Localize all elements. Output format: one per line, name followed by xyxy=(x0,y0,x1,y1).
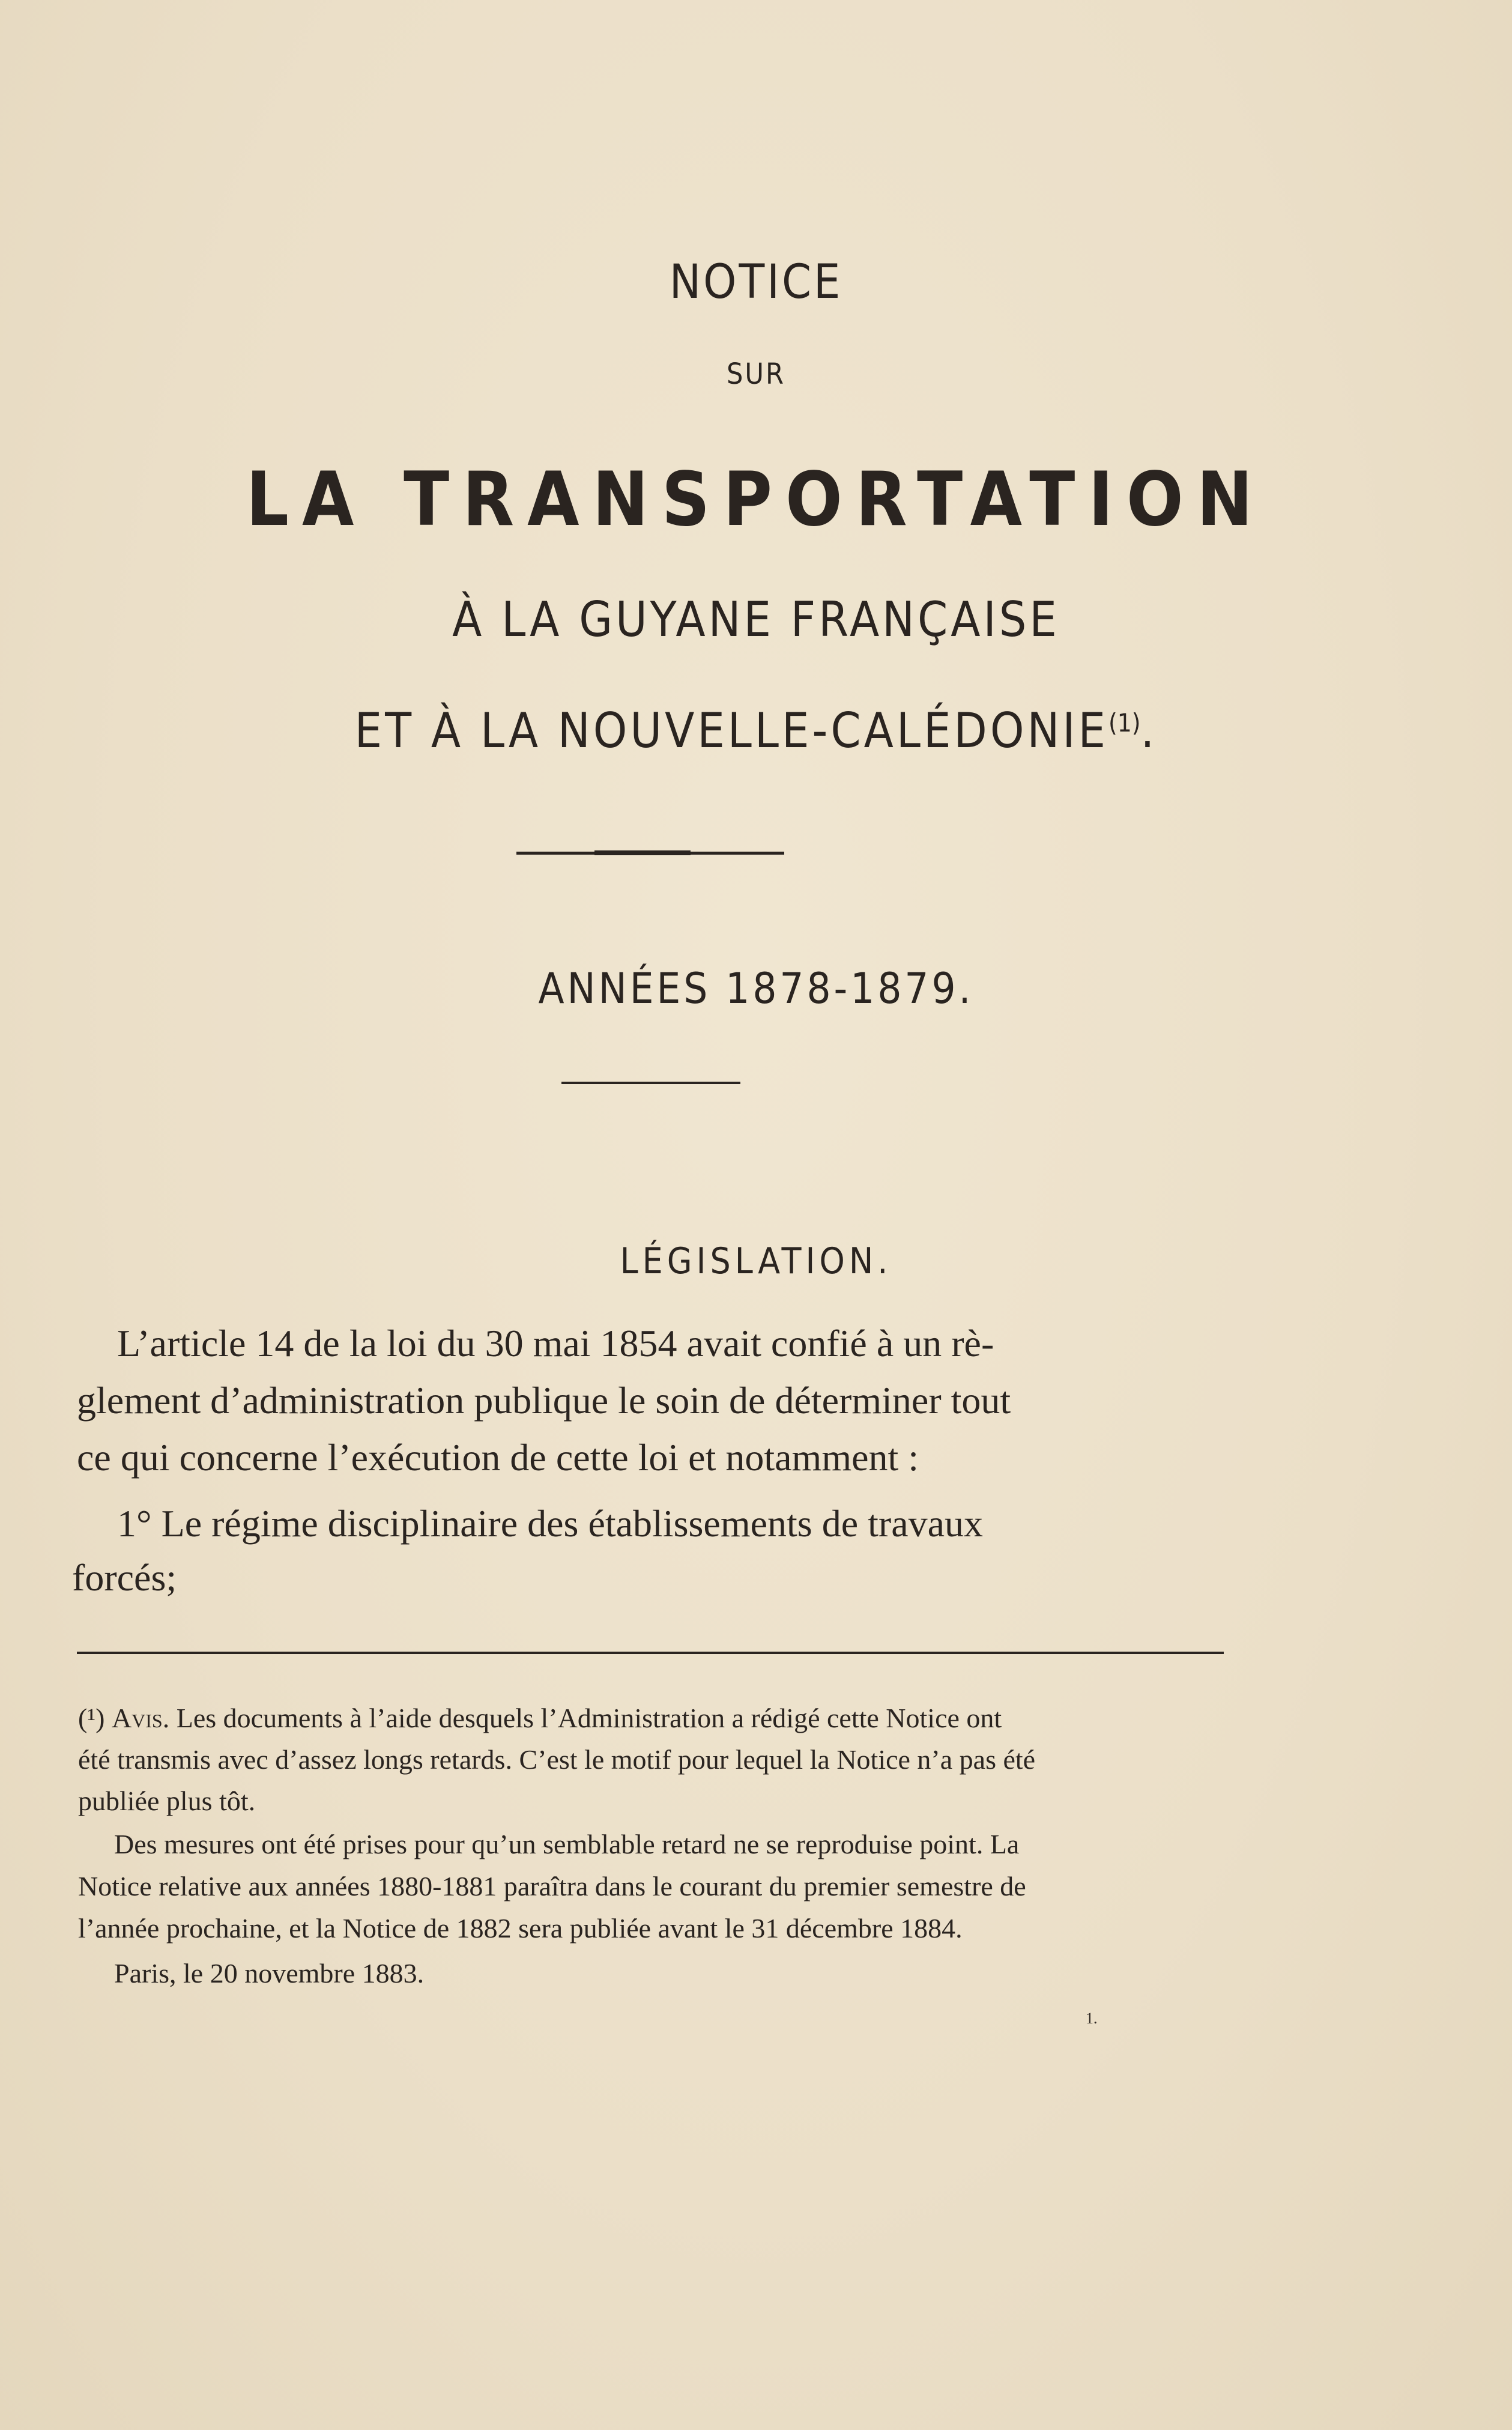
subtitle-line-2-text: ET À LA NOUVELLE-CALÉDONIE xyxy=(354,703,1108,759)
footnote-reference: (1) xyxy=(1108,708,1141,738)
title-notice: NOTICE xyxy=(669,255,843,309)
ornamental-rule-thick xyxy=(594,850,691,855)
body-line-5: forcés; xyxy=(72,1556,177,1599)
short-rule xyxy=(561,1082,740,1084)
body-line-4: 1° Le régime disciplinaire des établissements de travaux xyxy=(117,1502,983,1545)
subtitle-line-2 xyxy=(0,703,1512,759)
footnote-line-1 xyxy=(78,1704,1002,1732)
footnote-line-7: Paris, le 20 novembre 1883. xyxy=(114,1958,425,1989)
section-heading: LÉGISLATION. xyxy=(620,1240,892,1282)
title-sur: SUR xyxy=(726,357,786,391)
footnote-label: Avis. xyxy=(111,1703,170,1733)
footnote-marker: (¹) xyxy=(78,1703,105,1733)
footnote-line-3: publiée plus tôt. xyxy=(78,1786,256,1816)
body-line-3: ce qui concerne l’exécution de cette loi et notamment : xyxy=(77,1436,919,1479)
subtitle-line-1: À LA GUYANE FRANÇAISE xyxy=(452,592,1060,647)
footnote-line-5: Notice relative aux années 1880-1881 paraîtra dans le courant du premier semestre de xyxy=(78,1871,1026,1901)
footnote-separator xyxy=(77,1652,1224,1654)
subtitle-line-2-end: . xyxy=(1140,703,1158,759)
main-title: LA TRANSPORTATION xyxy=(246,456,1266,543)
footnote-line-6: l’année prochaine, et la Notice de 1882 sera publiée avant le 31 décembre 1884. xyxy=(78,1913,963,1944)
body-line-2: glement d’administration publique le soin de déterminer tout xyxy=(77,1379,1011,1422)
years-heading: ANNÉES 1878-1879. xyxy=(538,964,974,1013)
footnote-line-1-text: Les documents à l’aide desquels l’Administration a rédigé cette Notice ont xyxy=(176,1703,1002,1733)
body-line-1: L’article 14 de la loi du 30 mai 1854 avait confié à un rè- xyxy=(117,1322,994,1365)
footnote-line-4: Des mesures ont été prises pour qu’un semblable retard ne se reproduise point. La xyxy=(114,1829,1020,1859)
footnote-line-2: été transmis avec d’assez longs retards. C’est le motif pour lequel la Notice n’a pas été xyxy=(78,1744,1036,1775)
signature-mark: 1. xyxy=(1086,2010,1098,2027)
